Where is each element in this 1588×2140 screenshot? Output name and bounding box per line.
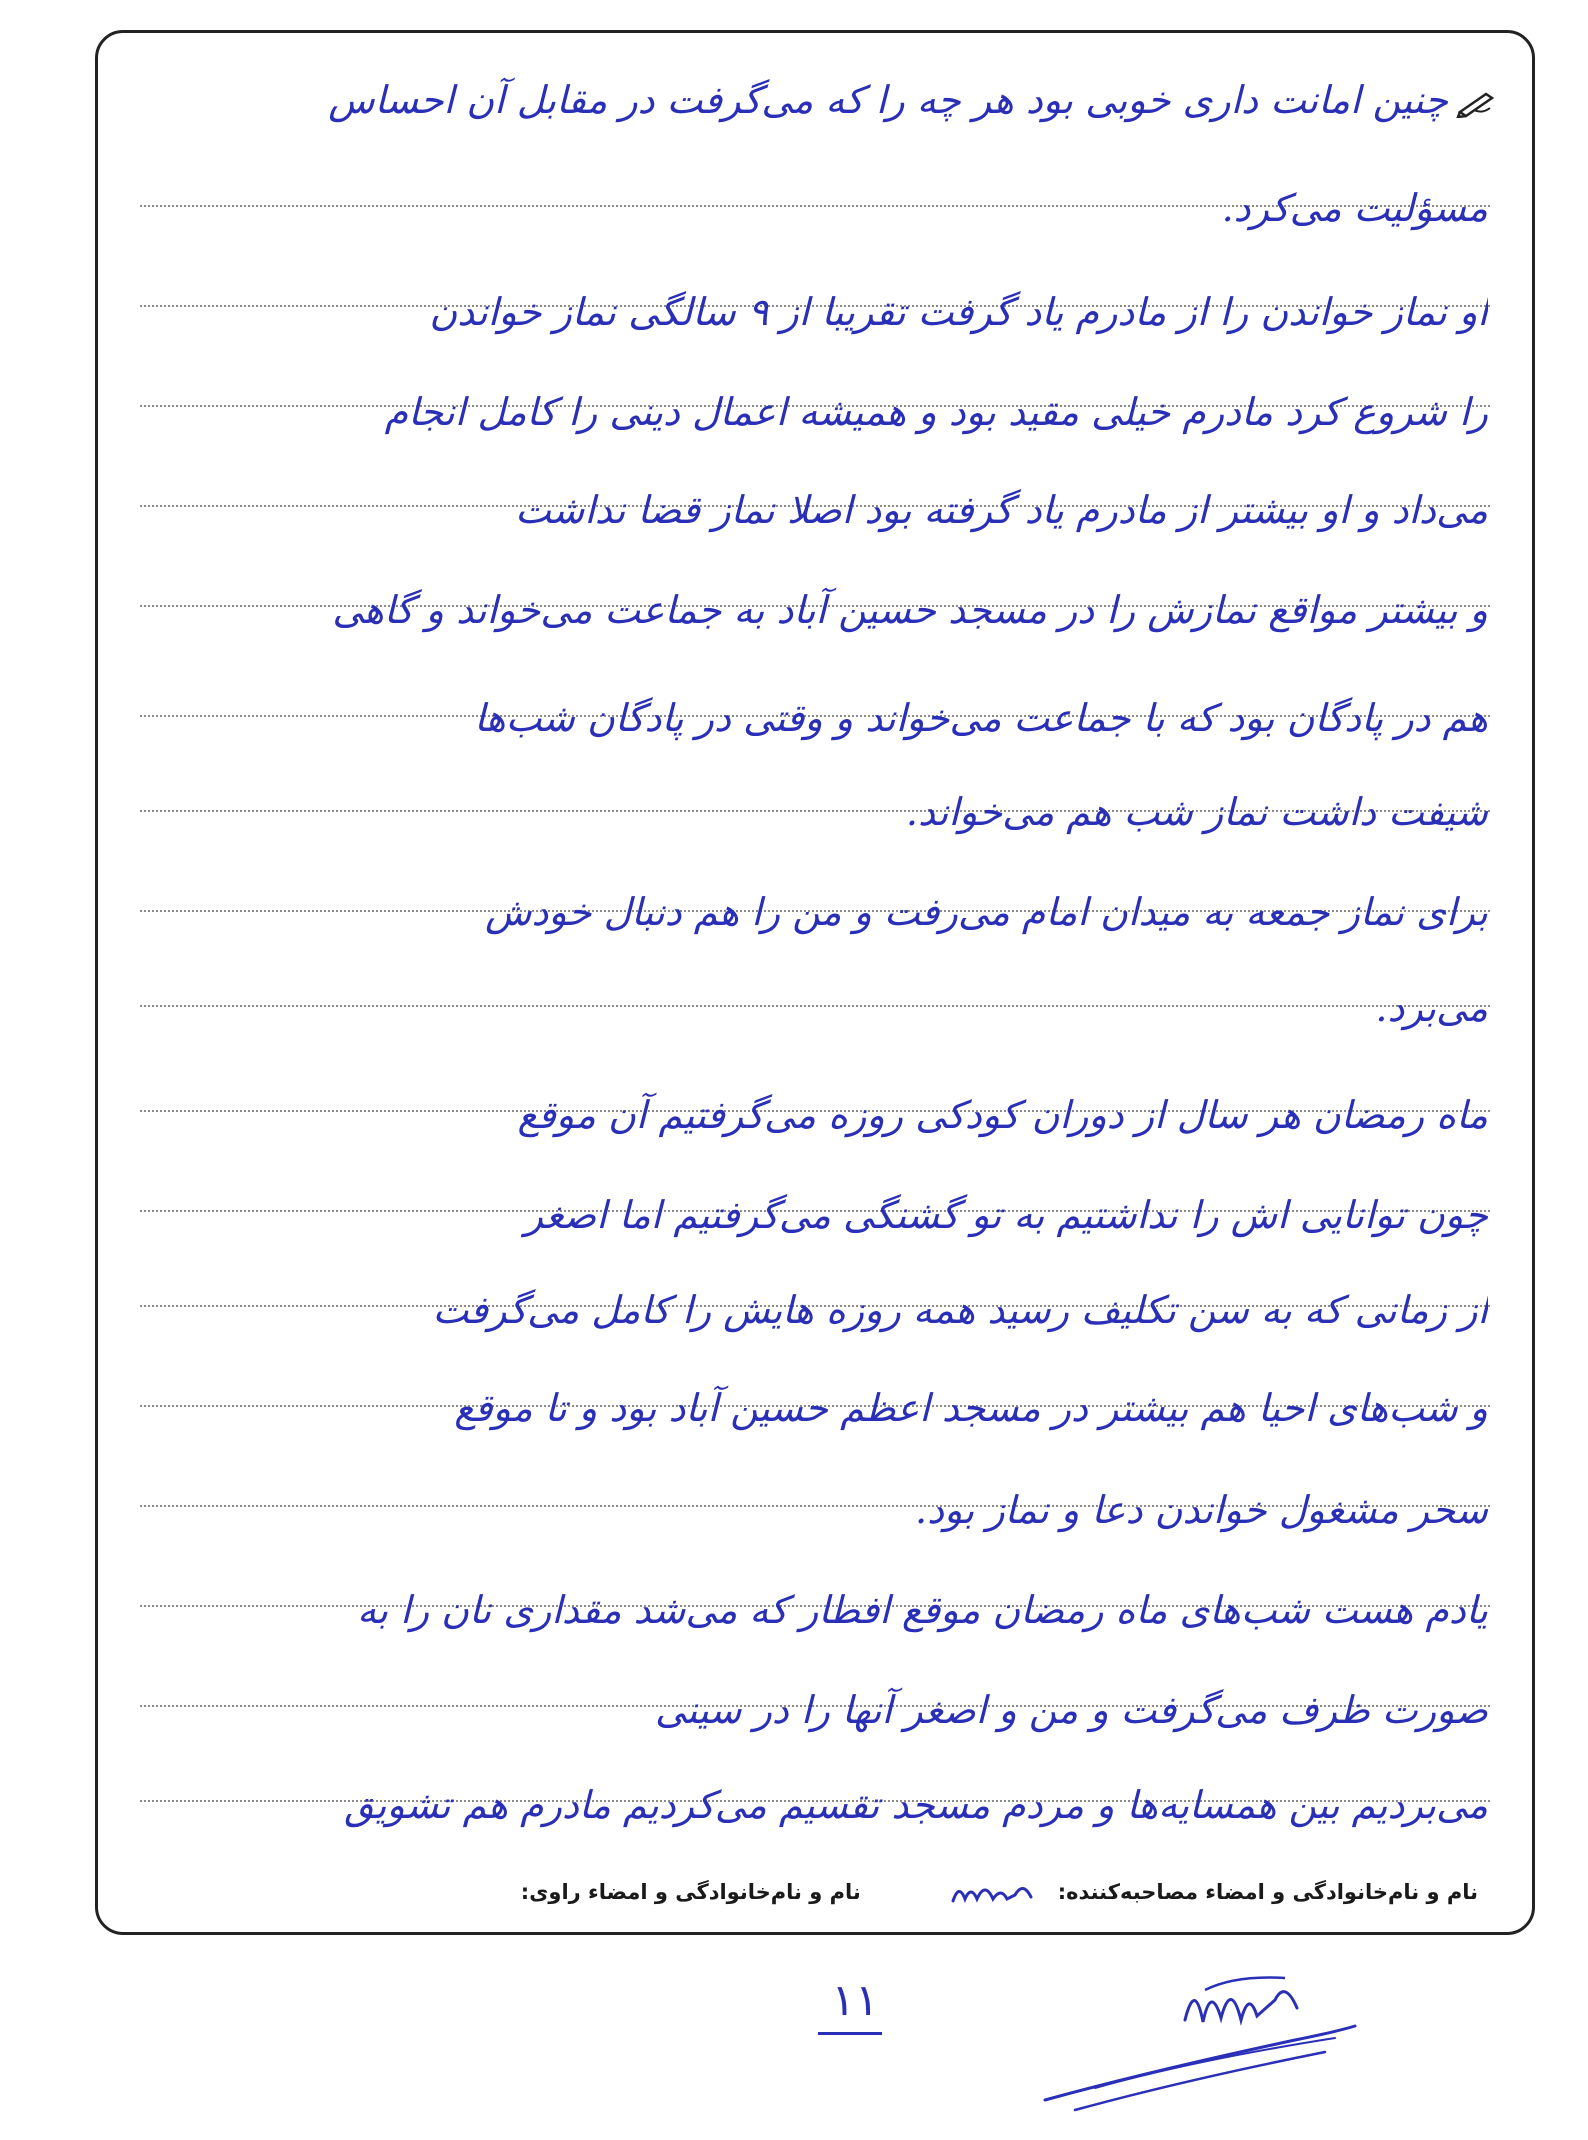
handwritten-line: و شب‌های احیا هم بیشتر در مسجد اعظم حسین آباد بود و تا موقع <box>454 1386 1488 1430</box>
interviewer-label: نام و نام‌خانوادگی و امضاء مصاحبه‌کننده: <box>1057 1880 1478 1904</box>
narrator-label: نام و نام‌خانوادگی و امضاء راوی: <box>520 1880 861 1904</box>
handwritten-line: می‌داد و او بیشتر از مادرم یاد گرفته بود اصلا نماز قضا نداشت <box>515 488 1488 532</box>
handwritten-line: او نماز خواندن را از مادرم یاد گرفت تقریبا از ۹ سالگی نماز خواندن <box>429 290 1488 334</box>
handwritten-line: را شروع کرد مادرم خیلی مقید بود و همیشه اعمال دینی را کامل انجام <box>384 390 1488 434</box>
handwritten-line: چنین امانت داری خوبی بود هر چه را که می‌گرفت در مقابل آن احساس <box>328 78 1448 122</box>
handwritten-line: یادم هست شب‌های ماه رمضان موقع افطار که می‌شد مقداری نان را به <box>357 1588 1488 1632</box>
handwritten-line: برای نماز جمعه به میدان امام می‌رفت و من را هم دنبال خودش <box>485 890 1488 934</box>
page-number: ۱۱ <box>831 1975 879 2026</box>
handwritten-line: سحر مشغول خواندن دعا و نماز بود. <box>915 1488 1488 1532</box>
handwritten-line: مسؤلیت می‌کرد. <box>1221 186 1488 230</box>
signature-footer <box>98 1870 1478 1914</box>
pen-icon <box>1456 88 1496 118</box>
narrator-signature <box>1035 1960 1365 2135</box>
handwritten-line: صورت ظرف می‌گرفت و من و اصغر آنها را در سینی <box>655 1688 1488 1732</box>
handwritten-line: شیفت داشت نماز شب هم می‌خواند. <box>905 790 1488 834</box>
handwritten-line: و بیشتر مواقع نمازش را در مسجد حسین آباد به جماعت می‌خواند و گاهی <box>332 588 1488 632</box>
handwritten-line: می‌بردیم بین همسایه‌ها و مردم مسجد تقسیم می‌کردیم مادرم هم تشویق <box>344 1783 1488 1827</box>
handwritten-line: از زمانی که به سن تکلیف رسید همه روزه هایش را کامل می‌گرفت <box>432 1288 1488 1332</box>
handwritten-line: ماه رمضان هر سال از دوران کودکی روزه می‌گرفتیم آن موقع <box>517 1093 1488 1137</box>
page-number-underline <box>818 2032 882 2035</box>
handwritten-line: می‌برد. <box>1375 986 1488 1030</box>
interviewer-signature <box>945 1873 1040 1913</box>
handwritten-line: هم در پادگان بود که با جماعت می‌خواند و وقتی در پادگان شب‌ها <box>474 696 1488 740</box>
handwritten-line: چون توانایی اش را نداشتیم به تو گشنگی می‌گرفتیم اما اصغر <box>524 1193 1488 1237</box>
